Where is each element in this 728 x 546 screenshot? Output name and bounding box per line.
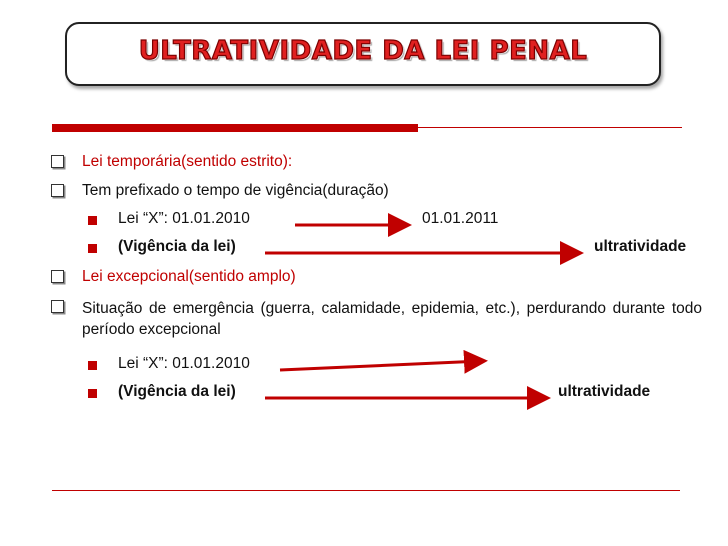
bullet-temporaria: Lei temporária(sentido estrito): bbox=[82, 153, 293, 170]
sub-vigencia: (Vigência da lei) bbox=[118, 238, 236, 255]
red-arrow-icon bbox=[280, 361, 482, 370]
bullet-prefixado: Tem prefixado o tempo de vigência(duração) bbox=[82, 182, 389, 199]
sub-vigencia-2: (Vigência da lei) bbox=[118, 383, 236, 400]
sub-lei-x-date-2: Lei “X”: 01.01.2010 bbox=[118, 355, 250, 372]
slide-title: ULTRATIVIDADE DA LEI PENAL bbox=[138, 36, 588, 66]
bullet-emergencia: Situação de emergência (guerra, calamidade, epidemia, etc.), perdurando durante todo período excepcional bbox=[82, 300, 702, 338]
ultratividade-label-2: ultratividade bbox=[558, 383, 651, 400]
sub-lei-x-date: Lei “X”: 01.01.2010 bbox=[118, 210, 250, 227]
divider-bottom bbox=[52, 490, 680, 491]
bullet-excepcional: Lei excepcional(sentido amplo) bbox=[82, 268, 296, 285]
ultratividade-label: ultratividade bbox=[594, 238, 687, 255]
end-date-label: 01.01.2011 bbox=[422, 210, 499, 227]
